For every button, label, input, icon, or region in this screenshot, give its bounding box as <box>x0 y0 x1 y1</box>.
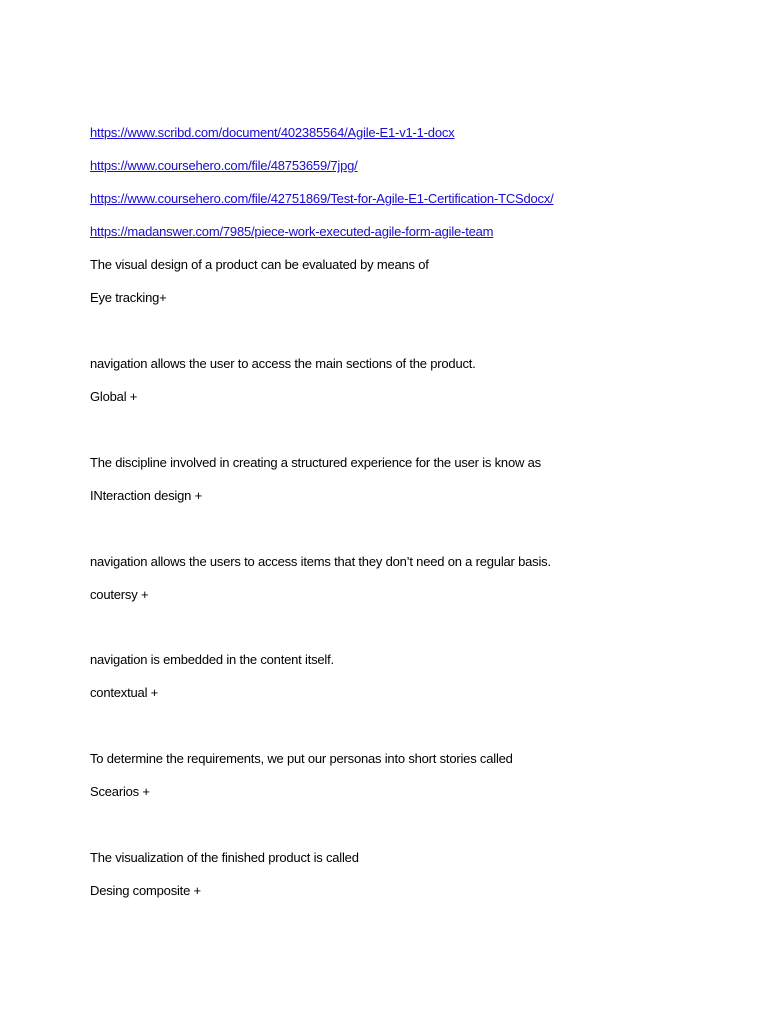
answer-text: coutersy + <box>90 587 149 602</box>
question-text: navigation allows the user to access the main sections of the product. <box>90 356 476 371</box>
answer-text: contextual + <box>90 685 159 700</box>
question-text: The visualization of the finished product is called <box>90 850 359 865</box>
answer-text: INteraction design + <box>90 488 202 503</box>
question-text: The visual design of a product can be evaluated by means of <box>90 257 429 272</box>
question-text: navigation allows the users to access items that they don’t need on a regular basis. <box>90 554 551 569</box>
answer-text: Scearios + <box>90 784 150 799</box>
answer-text: Global + <box>90 389 138 404</box>
reference-link-madanswer[interactable]: https://madanswer.com/7985/piece-work-executed-agile-form-agile-team <box>90 224 494 239</box>
reference-link-coursehero-2[interactable]: https://www.coursehero.com/file/42751869/Test-for-Agile-E1-Certification-TCSdocx/ <box>90 191 554 206</box>
reference-link-coursehero-1[interactable]: https://www.coursehero.com/file/48753659/7jpg/ <box>90 158 358 173</box>
reference-link-scribd[interactable]: https://www.scribd.com/document/402385564/Agile-E1-v1-1-docx <box>90 125 455 140</box>
answer-text: Desing composite + <box>90 883 201 898</box>
answer-text: Eye tracking+ <box>90 290 167 305</box>
question-text: navigation is embedded in the content itself. <box>90 652 334 667</box>
question-text: The discipline involved in creating a structured experience for the user is know as <box>90 455 541 470</box>
question-text: To determine the requirements, we put our personas into short stories called <box>90 751 513 766</box>
